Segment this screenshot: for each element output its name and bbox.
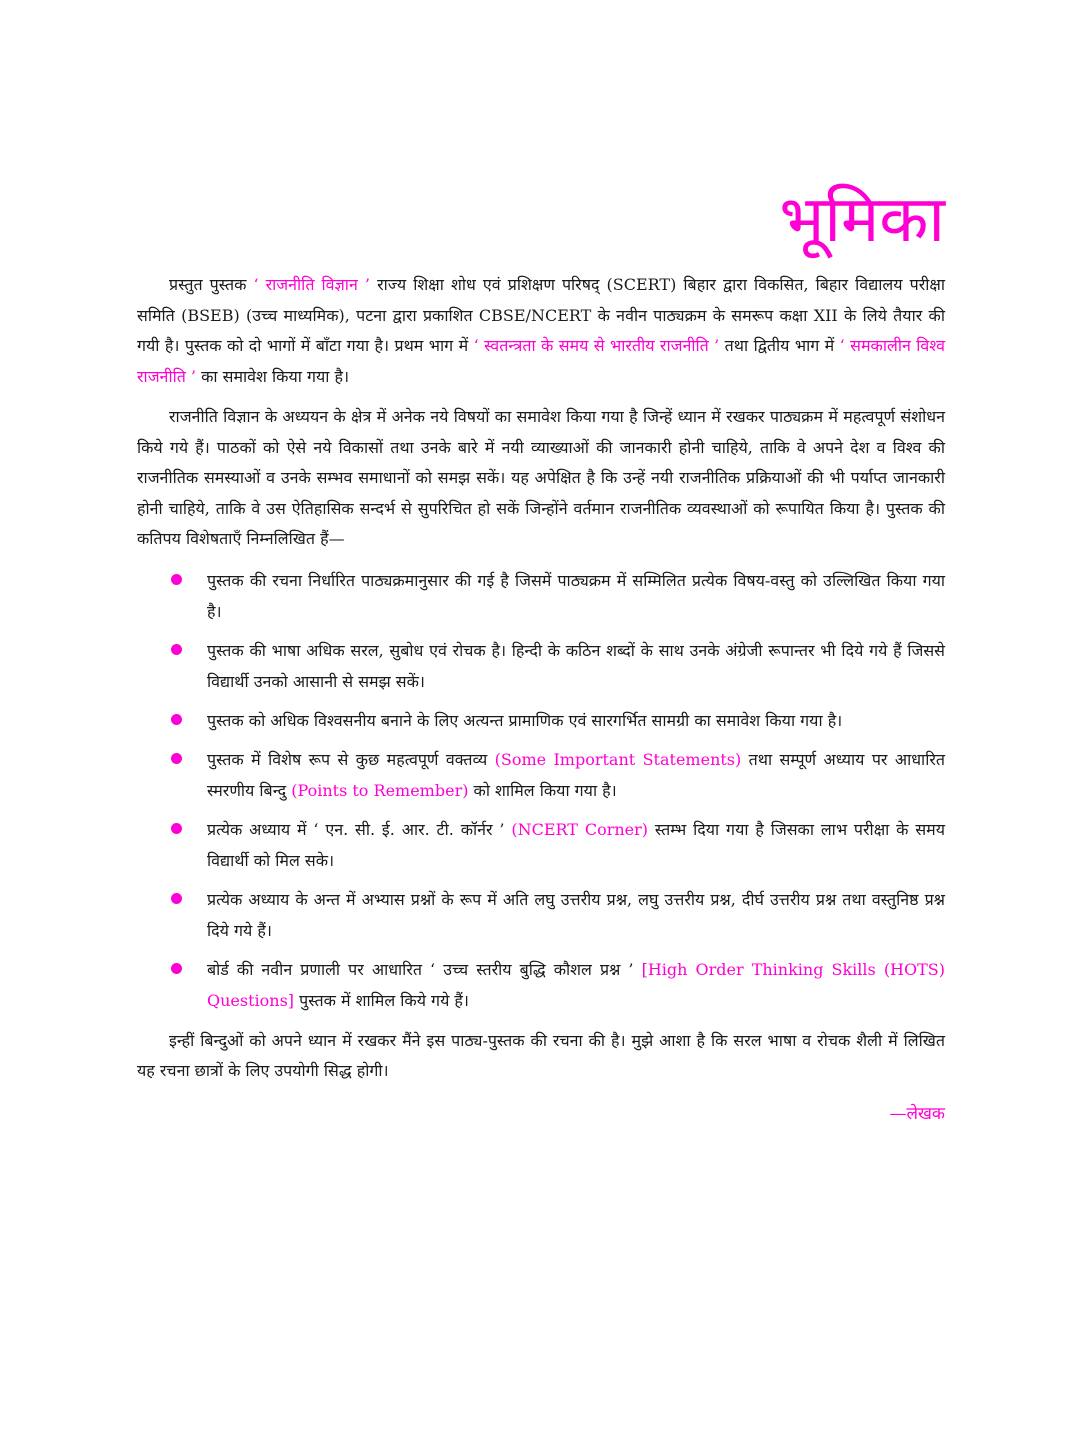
- feature-list: [137, 565, 945, 1016]
- closing-paragraph: इन्हीं बिन्दुओं को अपने ध्यान में रखकर मैंने इस पाठ्य-पुस्तक की रचना की है। मुझे आशा है कि सरल भाषा व रोचक शैली में लिखित यह रचना छात्रों के लिए उपयोगी सिद्ध होगी।: [137, 1030, 945, 1080]
- bullet-icon: [171, 893, 182, 904]
- highlight-part-two: ‘ समकालीन विश्व राजनीति ’: [137, 336, 946, 386]
- bullet-icon: [171, 963, 182, 974]
- bullet-icon: [171, 753, 182, 764]
- author-signature: —लेखक: [889, 1103, 945, 1124]
- list-item: प्रत्येक अध्याय में ‘ एन. सी. ई. आर. टी. कॉर्नर ’ (NCERT Corner) स्तम्भ दिया गया है जिसका लाभ परीक्षा के समय विद्यार्थी को मिल सके।: [137, 814, 945, 876]
- bullet-icon: [171, 714, 182, 725]
- list-item: पुस्तक की रचना निर्धारित पाठ्यक्रमानुसार की गई है जिसमें पाठ्यक्रम में सम्मिलित प्रत्येक विषय-वस्तु को उल्लिखित किया गया है।: [137, 565, 945, 627]
- bullet-icon: [171, 823, 182, 834]
- intro-paragraph: प्रस्तुत पुस्तक ‘ राजनीति विज्ञान ’ राज्य शिक्षा शोध एवं प्रशिक्षण परिषद् (SCERT) बिहार द्वारा विकसित, बिहार विद्यालय परीक्षा समिति (BSEB) (उच्च माध्यमिक), पटना द्वारा प्रकाशित CBSE/NCERT के नवीन पाठ्यक्रम के समरूप कक्षा XII के लिये तैयार की गयी है। पुस्तक को दो भागों में बाँटा गया है। प्रथम भाग में ‘ स्वतन्त्रता के समय से भारतीय राजनीति ’ तथा द्वितीय भाग में ‘ समकालीन विश्व राजनीति ’ का समावेश किया गया है।: [137, 275, 946, 386]
- context-paragraph: राजनीति विज्ञान के अध्ययन के क्षेत्र में अनेक नये विषयों का समावेश किया गया है जिन्हें ध्यान में रखकर पाठ्यक्रम में महत्वपूर्ण संशोधन किये गये हैं। पाठकों को ऐसे नये विकासों तथा उनके बारे में नयी व्याख्याओं की जानकारी होनी चाहिये, ताकि वे अपने देश व विश्व की राजनीतिक समस्याओं व उनके सम्भव समाधानों को समझ सकें। यह अपेक्षित है कि उन्हें नयी राजनीतिक प्रक्रियाओं की भी पर्याप्त जानकारी होनी चाहिये, ताकि वे उस ऐतिहासिक सन्दर्भ से सुपरिचित हो सकें जिन्होंने वर्तमान राजनीतिक व्यवस्थाओं को रूपायित किया है। पुस्तक की कतिपय विशेषताएँ निम्नलिखित हैं—: [137, 407, 945, 548]
- list-item: बोर्ड की नवीन प्रणाली पर आधारित ‘ उच्च स्तरीय बुद्धि कौशल प्रश्न ’ [High Order Thinking Skills (HOTS) Questions] पुस्तक में शामिल किये गये हैं।: [137, 954, 945, 1016]
- list-item: पुस्तक की भाषा अधिक सरल, सुबोध एवं रोचक है। हिन्दी के कठिन शब्दों के साथ उनके अंग्रेजी रूपान्तर भी दिये गये हैं जिससे विद्यार्थी उनको आसानी से समझ सकें।: [137, 635, 945, 697]
- page-title: भूमिका: [779, 183, 945, 257]
- highlight-part-one: ‘ स्वतन्त्रता के समय से भारतीय राजनीति ’: [473, 336, 720, 355]
- bullet-icon: [171, 574, 182, 585]
- bullet-icon: [171, 644, 182, 655]
- highlight-book-title: ‘ राजनीति विज्ञान ’: [253, 275, 370, 294]
- list-item: प्रत्येक अध्याय के अन्त में अभ्यास प्रश्नों के रूप में अति लघु उत्तरीय प्रश्न, लघु उत्तरीय प्रश्न, दीर्घ उत्तरीय प्रश्न तथा वस्तुनिष्ठ प्रश्न दिये गये हैं।: [137, 884, 945, 946]
- preface-page: [137, 180, 945, 1129]
- list-item: पुस्तक में विशेष रूप से कुछ महत्वपूर्ण वक्तव्य (Some Important Statements) तथा सम्पूर्ण अध्याय पर आधारित स्मरणीय बिन्दु (Points to Remember) को शामिल किया गया है।: [137, 744, 945, 806]
- list-item: पुस्तक को अधिक विश्वसनीय बनाने के लिए अत्यन्त प्रामाणिक एवं सारगर्भित सामग्री का समावेश किया गया है।: [137, 705, 945, 736]
